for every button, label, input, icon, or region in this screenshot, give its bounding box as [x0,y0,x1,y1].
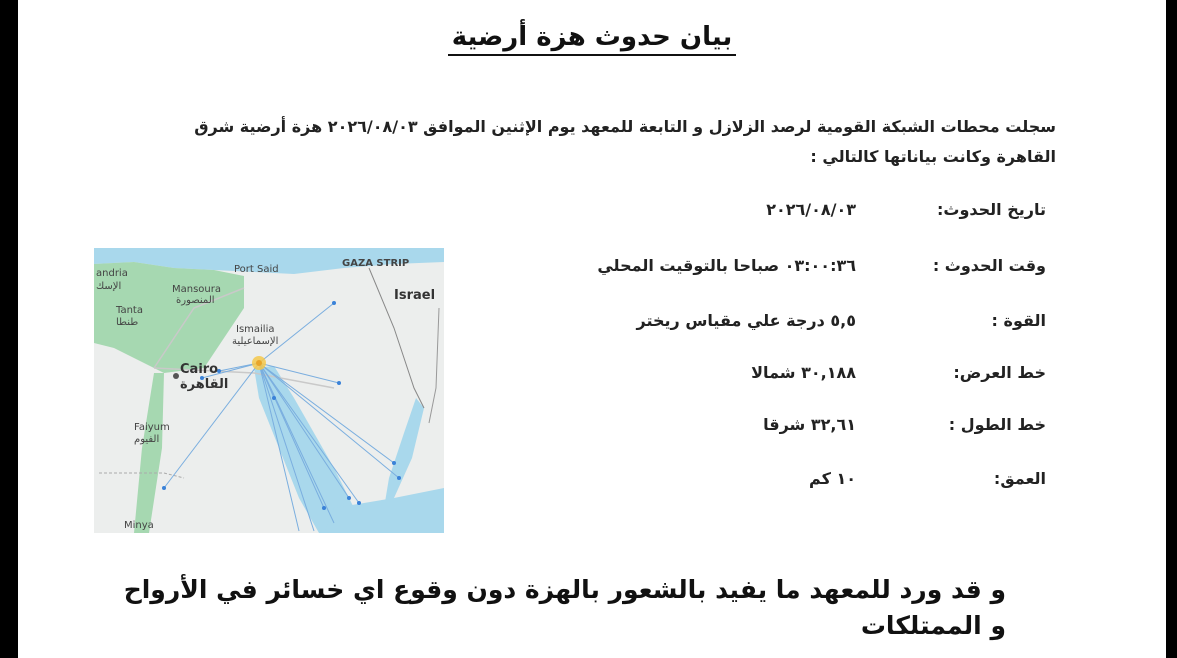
time-label: وقت الحدوث : [932,256,1046,275]
depth-label: العمق: [993,469,1046,488]
document-title: بيان حدوث هزة أرضية [18,22,1166,52]
latitude-value: ٣٠,١٨٨ شمالا [751,363,856,382]
map-label-minya: Minya [124,520,154,531]
map-label-mansoura-ar: المنصورة [176,295,215,306]
latitude-label: خط العرض: [953,363,1046,382]
map-label-gaza: GAZA STRIP [342,258,410,269]
map-label-alexandria-ar: الإسك [96,281,122,292]
map-label-ismailia-ar: الإسماعيلية [232,336,279,347]
map-label-faiyum-ar: الفيوم [134,434,160,445]
map-label-ismailia: Ismailia [236,324,275,335]
intro-paragraph: سجلت محطات الشبكة القومية لرصد الزلازل و التابعة للمعهد يوم الإثنين الموافق ٢٠٢٦/٠٨/٠٣ هزة أرضية شرق القاهرة وكانت بياناتها كالتالي : [194,117,1056,166]
footer-statement: و قد ورد للمعهد ما يفيد بالشعور بالهزة دون وقوع اي خسائر في الأرواح و الممتلكات [123,575,1006,640]
date-value: ٢٠٢٦/٠٨/٠٣ [766,200,856,219]
map-label-cairo: Cairo [180,362,219,377]
time-value: ٠٣:٠٠:٣٦ صباحا بالتوقيت المحلي [597,256,856,275]
longitude-value: ٣٢,٦١ شرقا [763,415,856,434]
map-label-tanta-ar: طنطا [116,317,139,328]
document-page [18,0,1166,658]
epicenter-map [94,248,444,533]
map-label-faiyum: Faiyum [134,422,170,433]
map-graphic [94,248,444,533]
map-label-tanta: Tanta [116,305,143,316]
date-label: تاريخ الحدوث: [936,200,1046,219]
map-label-mansoura: Mansoura [172,284,221,295]
longitude-label: خط الطول : [948,415,1046,434]
map-label-port-said: Port Said [234,264,279,275]
map-label-israel: Israel [394,288,436,303]
map-label-alexandria: andria [96,268,128,279]
map-label-cairo-ar: القاهرة [180,377,229,392]
depth-value: ١٠ كم [809,469,856,488]
magnitude-value: ٥,٥ درجة علي مقياس ريختر [636,311,856,330]
magnitude-label: القوة : [991,311,1046,330]
